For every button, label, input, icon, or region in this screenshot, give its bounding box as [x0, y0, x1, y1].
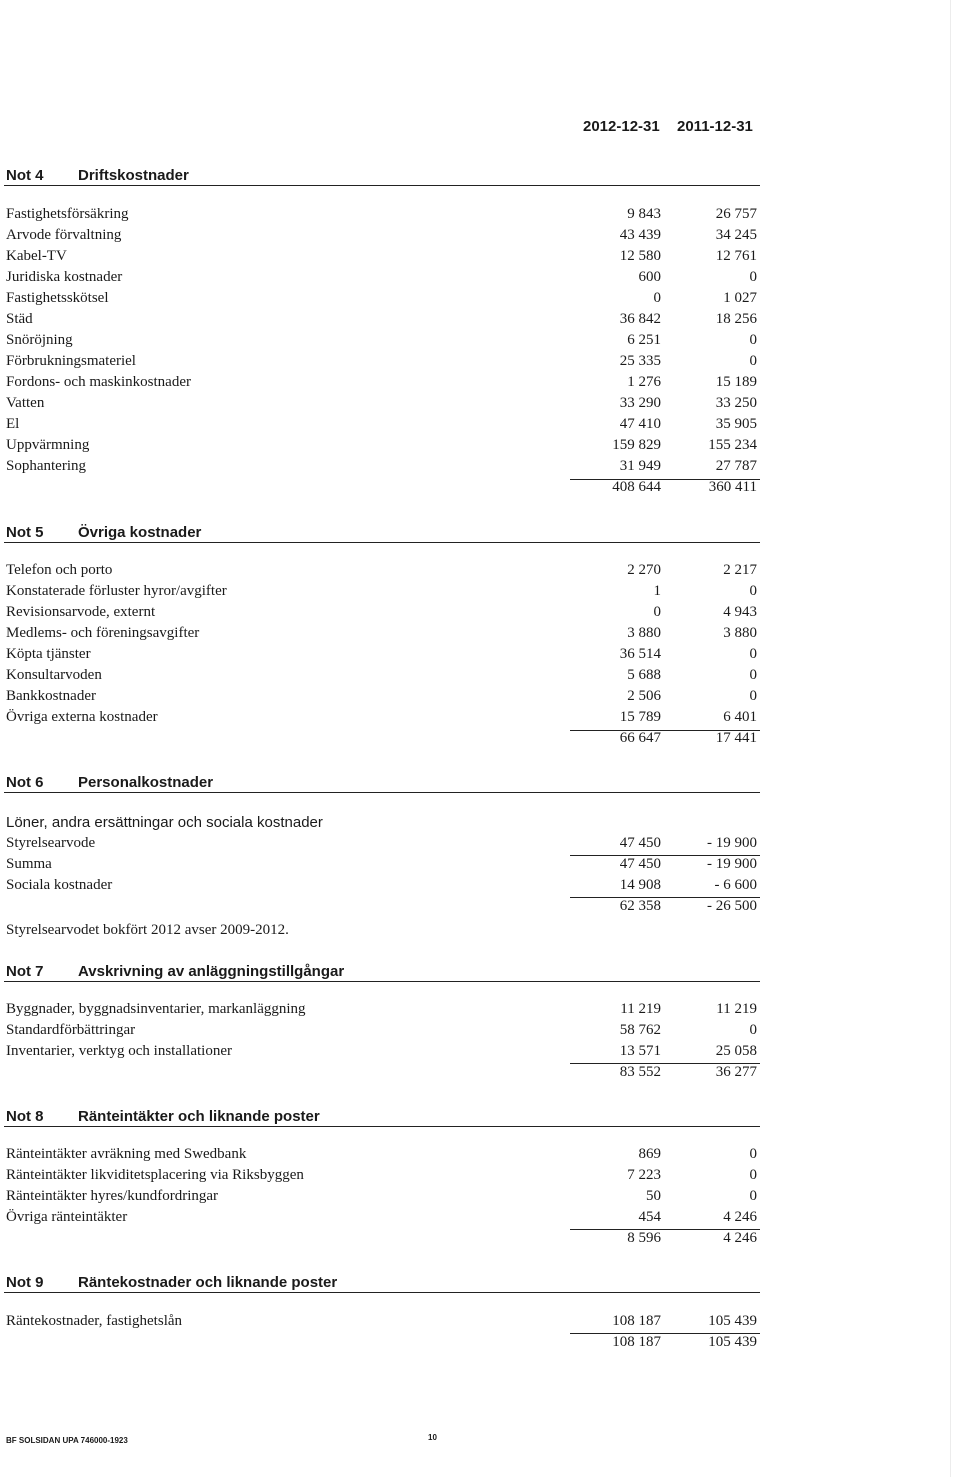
value-2011: 26 757: [715, 206, 757, 222]
note-5-number: Not 5: [6, 524, 44, 541]
note-6-footnote: Styrelsearvodet bokfört 2012 avser 2009-2012.: [6, 922, 289, 938]
row-label: Övriga ränteintäkter: [6, 1209, 128, 1225]
row-label: Uppvärmning: [6, 437, 90, 453]
value-2012: 0: [653, 604, 661, 620]
total-2011: - 26 500: [707, 898, 757, 914]
value-2012: 2 270: [627, 562, 661, 578]
value-2011: 2 217: [723, 562, 757, 578]
row-label: Köpta tjänster: [6, 646, 91, 662]
table-row: [0, 835, 960, 856]
row-label: Bankkostnader: [6, 688, 96, 704]
value-2011: 105 439: [708, 1313, 757, 1329]
value-2011: 4 943: [723, 604, 757, 620]
row-label: Byggnader, byggnadsinventarier, markanläggning: [6, 1001, 306, 1017]
table-row: [0, 1209, 960, 1230]
table-row: [0, 688, 960, 709]
value-2012: 0: [653, 290, 661, 306]
table-row: [0, 1146, 960, 1167]
value-2012: 31 949: [619, 458, 661, 474]
value-2011: 0: [749, 646, 757, 662]
footer-page-number: 10: [428, 1433, 437, 1442]
total-row: [0, 1334, 960, 1355]
value-2011: - 6 600: [714, 877, 757, 893]
table-row: [0, 709, 960, 730]
table-row: [0, 458, 960, 479]
total-2011: 105 439: [708, 1334, 757, 1350]
value-2012: 12 580: [619, 248, 661, 264]
value-2011: 15 189: [715, 374, 757, 390]
value-2011: 25 058: [715, 1043, 757, 1059]
row-label: Snöröjning: [6, 332, 73, 348]
note-4-heading: [6, 167, 189, 184]
value-2011: 0: [749, 353, 757, 369]
note-9-heading: [6, 1274, 337, 1291]
total-row: [0, 730, 960, 751]
note-4-title: Driftskostnader: [78, 167, 189, 184]
row-label: Fastighetsförsäkring: [6, 206, 129, 222]
value-2011: 4 246: [723, 1209, 757, 1225]
row-label: Konsultarvoden: [6, 667, 102, 683]
value-2012: 1 276: [627, 374, 661, 390]
value-2012: 869: [638, 1146, 661, 1162]
row-label: Arvode förvaltning: [6, 227, 122, 243]
value-2011: - 19 900: [707, 856, 757, 872]
note-7-rule: [4, 981, 760, 982]
row-label: Juridiska kostnader: [6, 269, 123, 285]
row-label: Övriga externa kostnader: [6, 709, 158, 725]
value-2012: 600: [638, 269, 661, 285]
total-2011: 4 246: [723, 1230, 757, 1246]
row-label: Räntekostnader, fastighetslån: [6, 1313, 183, 1329]
note-7-number: Not 7: [6, 963, 44, 980]
note-4-number: Not 4: [6, 167, 44, 184]
row-label: Kabel-TV: [6, 248, 67, 264]
note-7-title: Avskrivning av anläggningstillgångar: [78, 963, 345, 980]
total-2011: 17 441: [715, 730, 757, 746]
row-label: Ränteintäkter likviditetsplacering via Riksbyggen: [6, 1167, 304, 1183]
row-label: Summa: [6, 856, 52, 872]
note-5-title: Övriga kostnader: [78, 524, 202, 541]
table-row: [0, 437, 960, 458]
value-2011: 11 219: [716, 1001, 757, 1017]
value-2011: 12 761: [715, 248, 757, 264]
value-2012: 36 514: [619, 646, 661, 662]
value-2011: 0: [749, 688, 757, 704]
table-row: [0, 646, 960, 667]
table-row: [0, 1313, 960, 1334]
value-2011: 3 880: [723, 625, 757, 641]
total-2012: 8 596: [627, 1230, 661, 1246]
note-7-heading: [6, 963, 344, 980]
total-row: [0, 479, 960, 500]
value-2012: 9 843: [627, 206, 661, 222]
note-8-rule: [4, 1126, 760, 1127]
value-2011: 18 256: [715, 311, 757, 327]
total-row: [0, 898, 960, 919]
note-5-rule: [4, 542, 760, 543]
table-row: [0, 1001, 960, 1022]
table-row: [0, 332, 960, 353]
note-9-title: Räntekostnader och liknande poster: [78, 1274, 338, 1291]
row-label: Fordons- och maskinkostnader: [6, 374, 191, 390]
table-row: [0, 353, 960, 374]
value-2011: 0: [749, 1188, 757, 1204]
row-label: Vatten: [6, 395, 45, 411]
value-2011: 1 027: [723, 290, 757, 306]
table-row: [0, 625, 960, 646]
value-2011: 35 905: [715, 416, 757, 432]
value-2011: 0: [749, 269, 757, 285]
table-row: [0, 1188, 960, 1209]
value-2011: 27 787: [715, 458, 757, 474]
value-2012: 47 410: [619, 416, 661, 432]
value-2012: 1: [653, 583, 661, 599]
table-row: [0, 311, 960, 332]
note-8-heading: [6, 1108, 320, 1125]
total-2011: 360 411: [708, 479, 757, 495]
table-row: [0, 562, 960, 583]
note-6-title: Personalkostnader: [78, 774, 214, 791]
row-label: Ränteintäkter avräkning med Swedbank: [6, 1146, 247, 1162]
note-8-number: Not 8: [6, 1108, 44, 1125]
value-2012: 159 829: [612, 437, 661, 453]
table-row: [0, 1167, 960, 1188]
row-label: Standardförbättringar: [6, 1022, 136, 1038]
row-label: Inventarier, verktyg och installationer: [6, 1043, 232, 1059]
table-row: [0, 269, 960, 290]
row-label: Sophantering: [6, 458, 86, 474]
column-header-2012: 2012-12-31: [583, 118, 660, 135]
column-header-2011: 2011-12-31: [677, 118, 753, 135]
value-2012: 50: [646, 1188, 661, 1204]
value-2011: 33 250: [715, 395, 757, 411]
value-2012: 47 450: [619, 856, 661, 872]
note-4-rule: [4, 185, 760, 186]
value-2011: 6 401: [723, 709, 757, 725]
row-label: Konstaterade förluster hyror/avgifter: [6, 583, 227, 599]
value-2011: 0: [749, 583, 757, 599]
table-row: [0, 374, 960, 395]
total-2012: 408 644: [612, 479, 661, 495]
value-2012: 58 762: [619, 1022, 661, 1038]
value-2012: 11 219: [620, 1001, 661, 1017]
value-2011: 0: [749, 1146, 757, 1162]
table-row: [0, 395, 960, 416]
table-row: [0, 1043, 960, 1064]
table-row: [0, 667, 960, 688]
total-2012: 66 647: [619, 730, 661, 746]
value-2012: 7 223: [627, 1167, 661, 1183]
value-2012: 14 908: [619, 877, 661, 893]
value-2012: 15 789: [619, 709, 661, 725]
total-2012: 83 552: [619, 1064, 661, 1080]
value-2012: 47 450: [619, 835, 661, 851]
note-6-subheading: Löner, andra ersättningar och sociala kostnader: [6, 814, 323, 831]
value-2011: 0: [749, 1022, 757, 1038]
value-2012: 43 439: [619, 227, 661, 243]
note-8-title: Ränteintäkter och liknande poster: [78, 1108, 320, 1125]
table-row: [0, 877, 960, 898]
value-2012: 36 842: [619, 311, 661, 327]
table-row: [0, 248, 960, 269]
note-5-heading: [6, 524, 201, 541]
value-2011: 155 234: [708, 437, 757, 453]
value-2011: 0: [749, 332, 757, 348]
table-row: [0, 290, 960, 311]
table-row: [0, 1022, 960, 1043]
total-2012: 108 187: [612, 1334, 661, 1350]
value-2011: - 19 900: [707, 835, 757, 851]
value-2012: 6 251: [627, 332, 661, 348]
table-row: [0, 206, 960, 227]
row-label: Ränteintäkter hyres/kundfordringar: [6, 1188, 219, 1204]
value-2011: 34 245: [715, 227, 757, 243]
note-9-number: Not 9: [6, 1274, 44, 1291]
note-6-heading: [6, 774, 213, 791]
total-2012: 62 358: [619, 898, 661, 914]
value-2012: 2 506: [627, 688, 661, 704]
footer-company: BF SOLSIDAN UPA 746000-1923: [6, 1436, 128, 1445]
note-9-rule: [4, 1292, 760, 1293]
value-2012: 25 335: [619, 353, 661, 369]
note-6-number: Not 6: [6, 774, 44, 791]
row-label: Styrelsearvode: [6, 835, 96, 851]
row-label: Förbrukningsmateriel: [6, 353, 136, 369]
value-2012: 13 571: [619, 1043, 661, 1059]
value-2012: 3 880: [627, 625, 661, 641]
row-label: Revisionsarvode, externt: [6, 604, 156, 620]
table-row: [0, 583, 960, 604]
row-label: Sociala kostnader: [6, 877, 113, 893]
row-label: Telefon och porto: [6, 562, 113, 578]
row-label: El: [6, 416, 20, 432]
table-row: [0, 416, 960, 437]
total-row: [0, 1230, 960, 1251]
value-2012: 108 187: [612, 1313, 661, 1329]
value-2012: 33 290: [619, 395, 661, 411]
value-2012: 454: [638, 1209, 661, 1225]
row-label: Städ: [6, 311, 33, 327]
table-row: [0, 227, 960, 248]
value-2011: 0: [749, 1167, 757, 1183]
total-row: [0, 1064, 960, 1085]
table-row: [0, 604, 960, 625]
value-2011: 0: [749, 667, 757, 683]
value-2012: 5 688: [627, 667, 661, 683]
note-6-rule: [4, 792, 760, 793]
total-2011: 36 277: [715, 1064, 757, 1080]
row-label: Fastighetsskötsel: [6, 290, 109, 306]
row-label: Medlems- och föreningsavgifter: [6, 625, 200, 641]
table-row: [0, 856, 960, 877]
